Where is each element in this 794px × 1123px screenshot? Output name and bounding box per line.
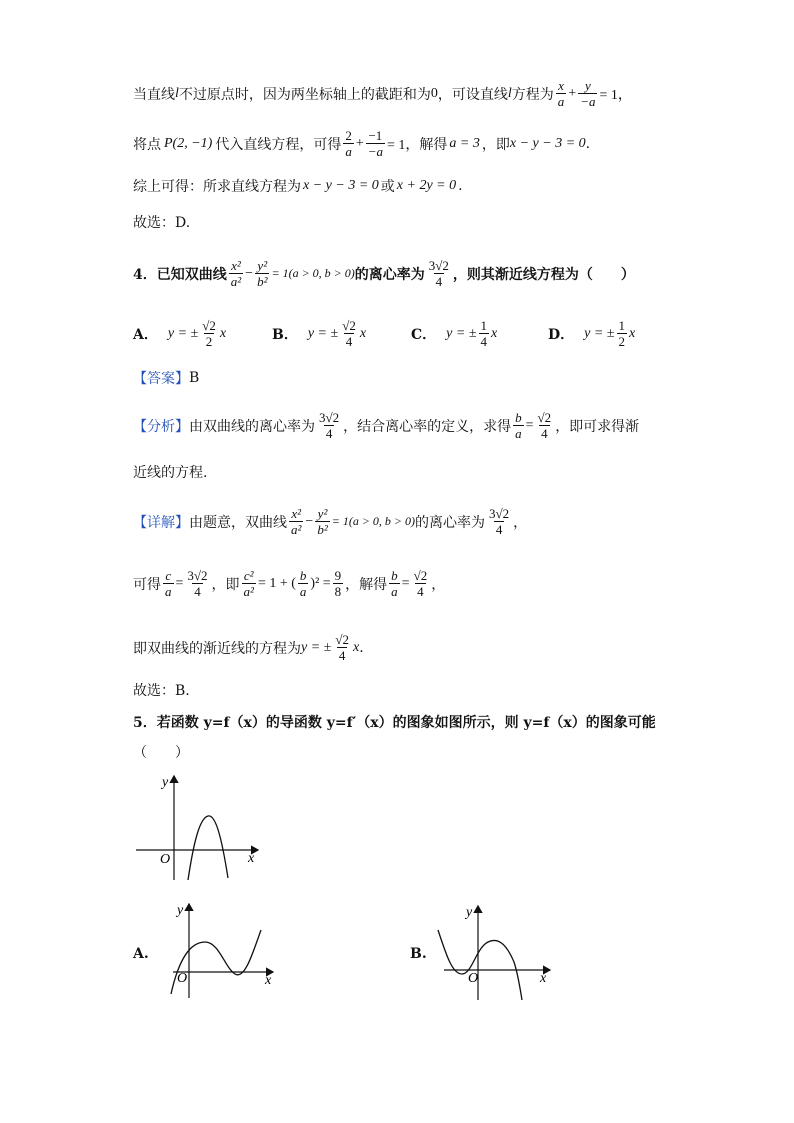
q4-detail-line1: 【详解】 由题意，双曲线 $\frac{\text{x²}}{\text{a²}}$ − $\frac{\text{y²}}{\text{b²}}$ = 1(a > 0, b > 0) 的离心率为 $\frac{3√2}{4}$ ， — [133, 506, 528, 537]
q5-option-a-label[interactable]: A. — [133, 946, 149, 962]
q4-option-d[interactable]: D． y = ± $\frac{1}{2}$ x — [548, 318, 636, 349]
curve-b — [438, 930, 522, 1000]
q4-stem: 4． 已知双曲线 $\frac{\text{x²}}{\text{a²}}$ − $\frac{\text{y²}}{\text{b²}}$ = 1(a > 0, b > 0) 的离心率为 $\frac{3√2}{4}$ ，则其渐近线方程为（ ） — [133, 258, 635, 289]
sol3-line1: 当直线 l 不过原点时，因为两坐标轴上的截距和为 0 ，可设直线 l 方程为 $\frac{x}{a}$ + $\frac{y}{-a}$ = 1， — [133, 78, 632, 109]
option-a-graph[interactable] — [165, 898, 280, 1002]
q5-stem: 5． 若函数 y=f（x）的导函数 y=f′（x）的图象如图所示，则 y=f（x）的图象可能 — [133, 715, 656, 731]
q4-analysis-line1: 【分析】 由双曲线的离心率为 $\frac{3√2}{4}$ ，结合离心率的定义，求得 $\frac{b}{a}$ = $\frac{√2}{4}$ ，即可求得渐 — [133, 410, 640, 441]
origin-label: O — [468, 971, 479, 986]
q4-option-b[interactable]: B． y = ± $\frac{√2}{4}$ x — [272, 318, 367, 349]
q4-option-a[interactable]: A． y = ± $\frac{√2}{2}$ x — [133, 318, 227, 349]
fraction-3sqrt2-over-4: $\frac{3√2}{4}$ — [428, 258, 449, 289]
sol3-line4: 故选：D. — [133, 215, 191, 231]
derivative-graph — [130, 770, 270, 885]
sol3-line2: 将点 P(2, −1) 代入直线方程，可得 $\frac{2}{a}$ + $\frac{-1}{-a}$ = 1，解得 a = 3 ，即 x − y − 3 = 0 . — [133, 128, 591, 159]
q5-paren: （ ） — [133, 745, 189, 761]
derivative-curve — [188, 816, 228, 880]
q4-choose: 故选：B. — [133, 683, 190, 699]
fraction-x2-over-a2: $\frac{\text{x²}}{\text{a²}}$ — [230, 258, 242, 289]
fraction-x-over-a: $\frac{x}{a}$ — [557, 78, 565, 109]
y-label: y — [466, 905, 473, 920]
line-l-symbol: l — [507, 85, 512, 101]
q4-detail-line3: 即双曲线的渐近线的方程为 y = ± $\frac{√2}{4}$ x . — [133, 632, 364, 663]
option-b-graph[interactable] — [432, 900, 557, 1004]
q4-answer: 【答案】 B — [133, 370, 200, 387]
origin-label: O — [160, 852, 171, 867]
q5-option-b-label[interactable]: B. — [410, 946, 427, 962]
q4-detail-line2: 可得 $\frac{c}{a}$ = $\frac{3√2}{4}$ ，即 $\frac{\text{c²}}{\text{a²}}$ = 1 + ( $\frac{b}{a}$ )² = $\frac{9}{8}$ ，解得 $\frac{b}{a}$ = $\frac{√2}{4}$ ， — [133, 568, 446, 599]
origin-label: O — [177, 971, 188, 986]
x-label: x — [540, 971, 547, 986]
fraction-y2-over-b2: $\frac{\text{y²}}{\text{b²}}$ — [257, 258, 268, 289]
fraction-y-over-neg-a: $\frac{y}{-a}$ — [580, 78, 596, 109]
y-label: y — [162, 775, 169, 790]
q4-option-c[interactable]: C． y = ± $\frac{1}{4}$ x — [411, 318, 498, 349]
x-label: x — [265, 973, 272, 988]
sol3-line3: 综上可得：所求直线方程为 x − y − 3 = 0 或 x + 2y = 0 . — [133, 178, 463, 195]
fraction-2-over-a: $\frac{2}{a}$ — [345, 128, 352, 159]
y-label: y — [177, 903, 184, 918]
x-label: x — [248, 851, 255, 866]
q4-analysis-line2: 近线的方程. — [133, 465, 208, 481]
fraction-neg1-over-neg-a: $\frac{-1}{-a}$ — [367, 128, 384, 159]
